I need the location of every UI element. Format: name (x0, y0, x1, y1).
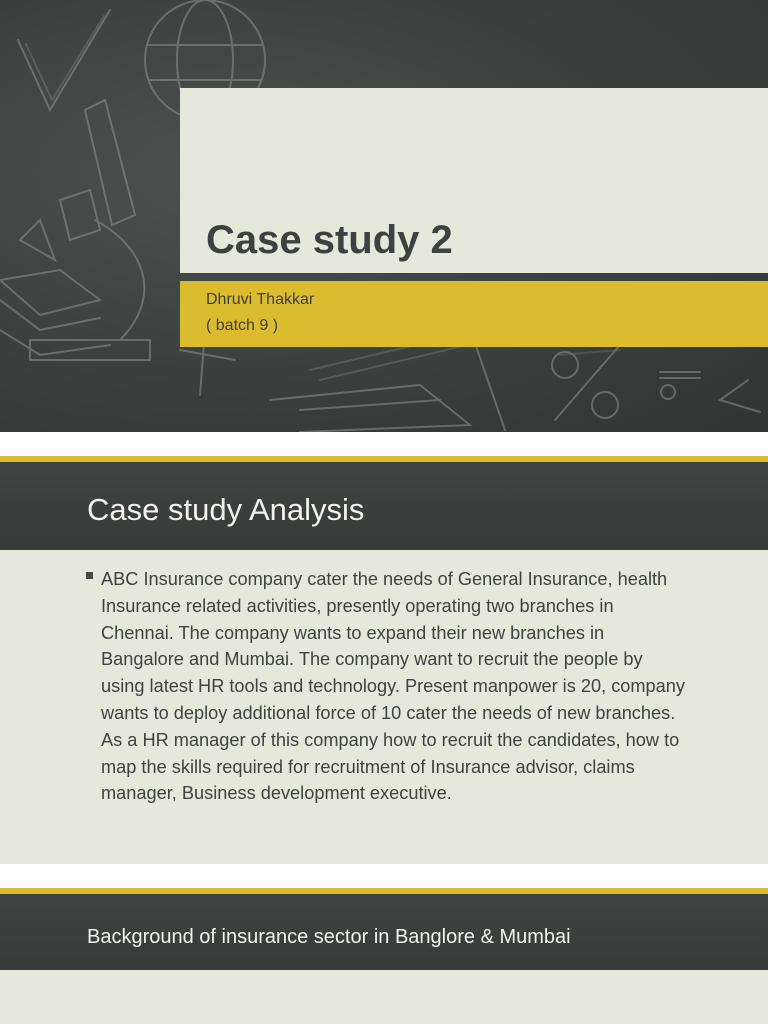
subtitle-bar (180, 281, 768, 347)
title-slide (0, 0, 768, 432)
slide-title: Background of insurance sector in Banglore & Mumbai (87, 926, 571, 948)
slide-gap (0, 432, 768, 456)
bullet-list (86, 566, 686, 807)
slide-title: Case study 2 (206, 218, 453, 262)
analysis-slide (0, 456, 768, 864)
bullet-square-icon (86, 572, 93, 579)
slide-gap (0, 864, 768, 888)
slide-header (0, 462, 768, 550)
batch-label: ( batch 9 ) (206, 317, 279, 334)
background-slide (0, 888, 768, 1024)
bullet-text: ABC Insurance company cater the needs of General Insurance, health Insurance related activities, presently operating two branches in Chennai. The company wants to expand their new branches in Bangalore and Mumbai. The company want to recruit the people by using latest HR tools and technology. Present manpower is 20, company wants to deploy additional force of 10 cater the needs of new branches. As a HR manager of this company how to recruit the candidates, how to map the skills required for recruitment of Insurance advisor, claims manager, Business development executive. (101, 569, 685, 804)
slide-header (0, 894, 768, 970)
slide-title: Case study Analysis (87, 492, 365, 527)
author-name: Dhruvi Thakkar (206, 291, 315, 308)
title-box (180, 88, 768, 273)
